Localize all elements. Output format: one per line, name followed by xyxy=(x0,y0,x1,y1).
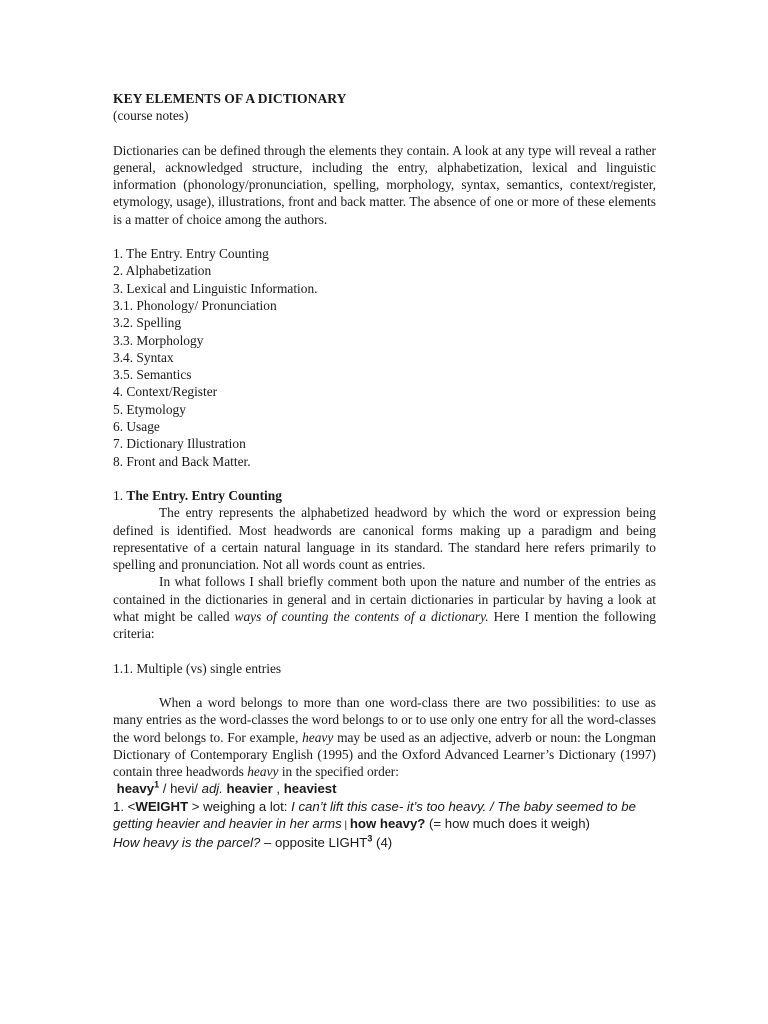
toc-item: 6. Usage xyxy=(113,419,160,435)
toc-item: 3.2. Spelling xyxy=(113,315,182,331)
section-1-paragraph-1: The entry represents the alphabetized headword by which the word or expression being defined is identified. Most headwords are canonical forms making up a paradigm and being representative of a certain natural language in its standard. The standard here refers primarily to spelling and pronunciation. Not all words count as entries. xyxy=(113,505,656,573)
sense-opposite: – opposite LIGHT xyxy=(260,835,368,851)
emphasis-text: heavy xyxy=(247,764,279,780)
paragraph-text: When a word belongs to more than one word-class there are two possibilities: to use as many entries as the word-classes the word belongs to or to use only one entry for all the word-classes the word belongs to. For example, xyxy=(113,694,656,745)
toc-item: 2. Alphabetization xyxy=(113,263,212,279)
toc-item: 3.1. Phonology/ Pronunciation xyxy=(113,297,277,313)
subsection-1-1-heading: 1.1. Multiple (vs) single entries xyxy=(113,660,282,676)
opposite-superscript: 3 xyxy=(367,833,373,844)
subsection-1-1-paragraph xyxy=(113,694,656,780)
entry-separator: , xyxy=(272,781,284,797)
toc-item: 3. Lexical and Linguistic Information. xyxy=(113,280,318,296)
table-of-contents xyxy=(113,245,656,470)
sense-bracket: > xyxy=(188,798,204,814)
toc-item: 5. Etymology xyxy=(113,401,186,417)
emphasis-text: heavy xyxy=(302,729,334,745)
paragraph-text: Here I mention the following criteria: xyxy=(113,609,656,642)
toc-item: 3.4. Syntax xyxy=(113,349,174,365)
entry-part-of-speech: adj. xyxy=(201,781,223,797)
document-page xyxy=(113,90,656,852)
sense-number: 1. < xyxy=(113,798,136,814)
entry-superscript: 1 xyxy=(154,780,160,790)
entry-form: heavier xyxy=(226,781,273,797)
section-1-heading xyxy=(113,487,656,504)
sense-example: I can’t lift this case- it’s too heavy. / The baby seemed to be getting heavier and heavier in her arms xyxy=(113,798,636,831)
toc-item: 3.5. Semantics xyxy=(113,367,192,383)
toc-item: 1. The Entry. Entry Counting xyxy=(113,246,269,262)
section-title: The Entry. Entry Counting xyxy=(126,487,282,503)
section-number: 1. xyxy=(113,487,124,503)
sense-gloss: weighing a lot: xyxy=(203,798,292,814)
toc-item: 4. Context/Register xyxy=(113,384,218,400)
section-1-paragraph-2 xyxy=(113,573,656,642)
entry-pronunciation: / hevi/ xyxy=(159,781,202,797)
toc-item: 7. Dictionary Illustration xyxy=(113,436,246,452)
intro-paragraph: Dictionaries can be defined through the elements they contain. A look at any type will reveal a rather general, acknowledged structure, including the entry, alphabetization, lexical and linguistic information (phonology/pronunciation, spelling, morphology, syntax, semantics, context/register, etymology, usage), illustrations, front and back matter. The absence of one or more of these elements is a matter of choice among the authors. xyxy=(113,142,656,227)
emphasis-text: ways of counting the contents of a dictionary. xyxy=(234,609,489,625)
opposite-number: (4) xyxy=(372,835,393,851)
paragraph-text: in the specified order: xyxy=(278,764,399,780)
dictionary-entry-headline xyxy=(113,780,656,797)
sense-phrase-gloss: (= how much does it weigh) xyxy=(425,815,590,831)
paragraph-text: In what follows I shall briefly comment both upon the nature and number of the entries as contained in the dictionaries in general and in certain dictionaries in particular by having a look at what might be called xyxy=(113,574,656,625)
entry-headword: heavy xyxy=(116,781,155,797)
sense-example: How heavy is the parcel? xyxy=(113,835,261,851)
entry-form: heaviest xyxy=(283,781,337,797)
document-subtitle: (course notes) xyxy=(113,108,189,124)
dictionary-entry-sense xyxy=(113,798,656,852)
paragraph-text: may be used as an adjective, adverb or noun: the Longman Dictionary of Contemporary English (1995) and the Oxford Advanced Learner’s Dictionary (1997) contain three headwords xyxy=(113,729,657,780)
document-title: KEY ELEMENTS OF A DICTIONARY xyxy=(113,91,347,106)
separator-bar: | xyxy=(341,819,350,831)
sense-phrase: how heavy? xyxy=(349,815,426,831)
toc-item: 3.3. Morphology xyxy=(113,332,204,348)
sense-label: WEIGHT xyxy=(135,798,189,814)
toc-item: 8. Front and Back Matter. xyxy=(113,453,251,469)
